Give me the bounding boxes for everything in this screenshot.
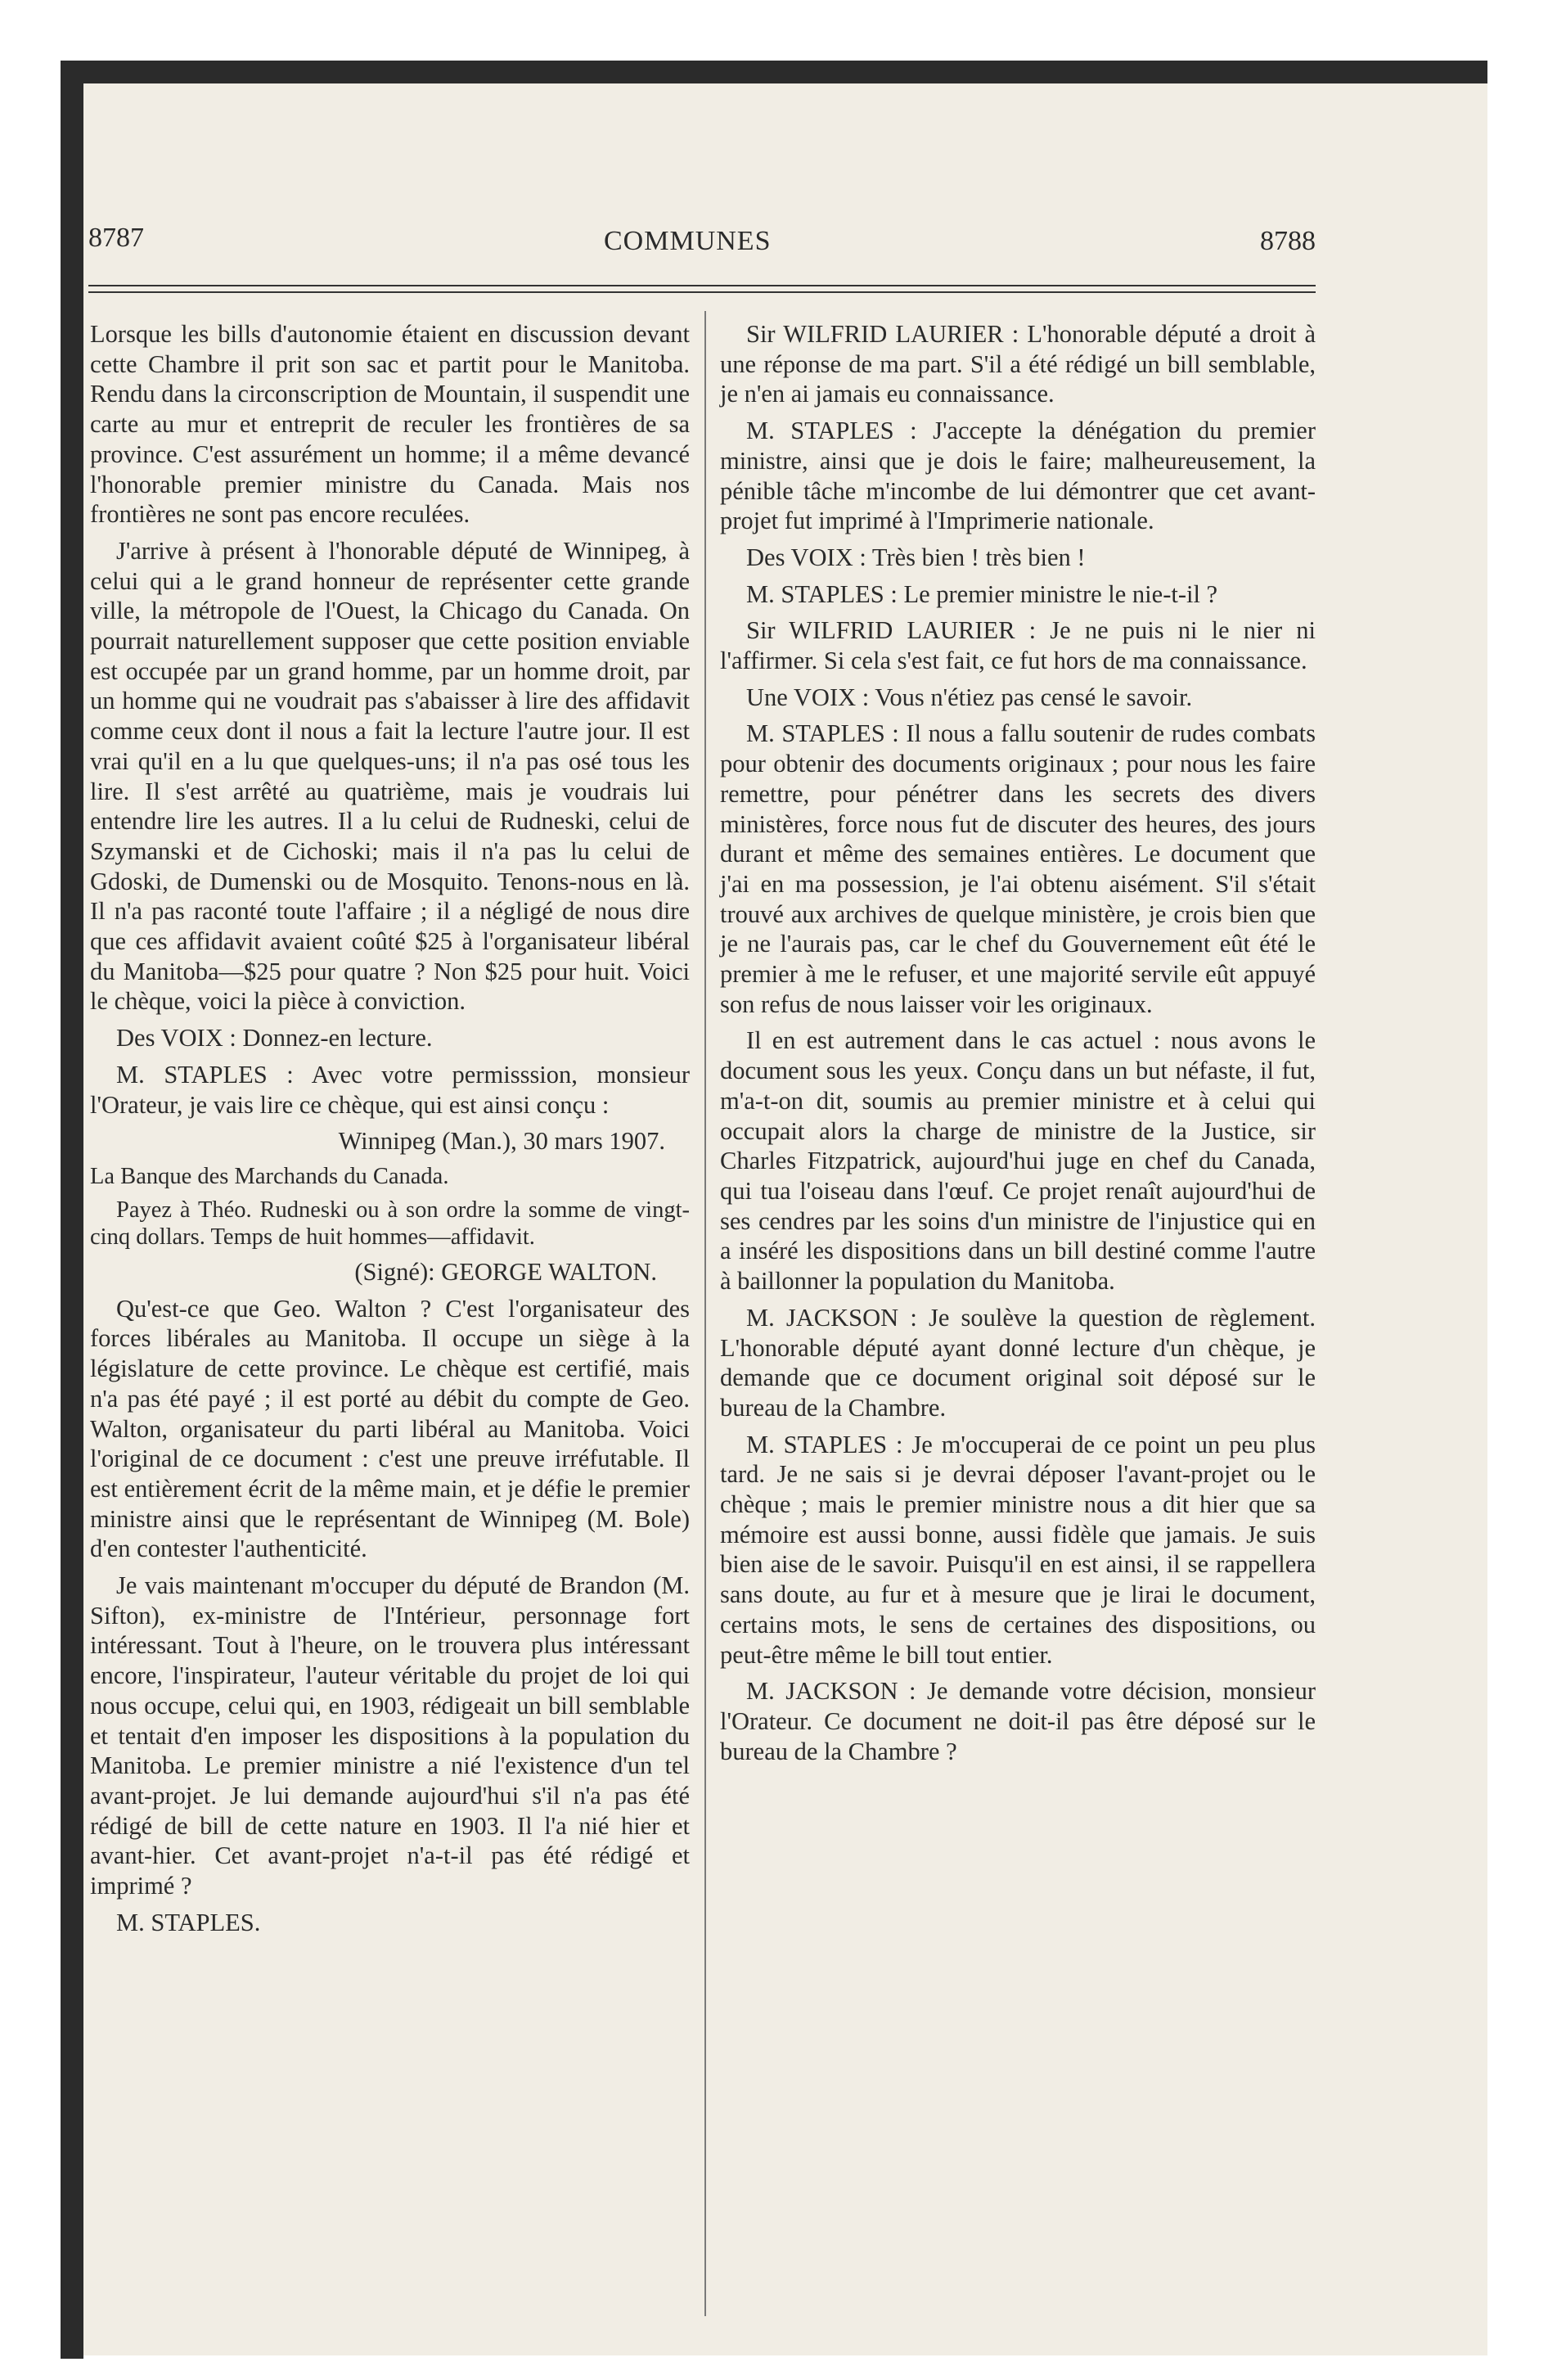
running-title: COMMUNES [604,226,772,256]
page-header [88,223,1316,280]
paragraph: M. STAPLES : J'accepte la dénégation du premier ministre, ainsi que je dois le faire; malheureusement, la pénible tâche m'incombe de lui démontrer que cet avant-projet fut imprimé à l'Imprimerie nationale. [720,417,1316,535]
header-rule [88,285,1316,293]
paragraph: Lorsque les bills d'autonomie étaient en discussion devant cette Chambre il prit son sac et partit pour le Manitoba. Rendu dans la circonscription de Mountain, il suspendit une carte au mur et entreprit de reculer les frontières de sa province. C'est assurément un homme; il a même devancé l'honorable premier ministre du Canada. Mais nos frontières ne sont pas encore reculées. [90,320,690,529]
right-column [720,319,1316,1773]
paragraph: Des VOIX : Donnez-en lecture. [116,1024,433,1053]
scan-border-top [61,61,1487,83]
cheque-signature: (Signé): GEORGE WALTON. [354,1257,657,1286]
left-column [90,319,690,1944]
paragraph: M. STAPLES : Avec votre permisssion, monsieur l'Orateur, je vais lire ce chèque, qui est ainsi conçu : [90,1060,690,1119]
paragraph: Une VOIX : Vous n'étiez pas censé le savoir. [746,683,1193,711]
paragraph: Qu'est-ce que Geo. Walton ? C'est l'organisateur des forces libérales au Manitoba. Il occupe un siège à la législature de cette province. Le chèque est certifié, mais n'a pas été payé ; il est porté au débit du compte de Geo. Walton, organisateur du parti libéral au Manitoba. Voici l'original de ce document : c'est une preuve irréfutable. Il est entièrement écrit de la même main, et je défie le premier ministre ainsi que le représentant de Winnipeg (M. Bole) d'en contester l'authenticité. [90,1294,690,1563]
paragraph: Sir WILFRID LAURIER : Je ne puis ni le nier ni l'affirmer. Si cela s'est fait, ce fut hors de ma connaissance. [720,616,1316,675]
cheque-date: Winnipeg (Man.), 30 mars 1907. [338,1127,665,1156]
paragraph: Je vais maintenant m'occuper du député de Brandon (M. Sifton), ex-ministre de l'Intérieur, personnage fort intéressant. Tout à l'heure, on le trouvera plus intéressant encore, l'inspirateur, l'auteur véritable du projet de loi qui nous occupe, celui qui, en 1903, rédigeait un bill semblable et tentait d'en imposer les dispositions à la population du Manitoba. Le premier ministre a nié l'existence d'un tel avant-projet. Je lui demande aujourd'hui s'il n'a pas été rédigé de bill de cette nature en 1903. Il l'a nié hier et avant-hier. Cet avant-projet n'a-t-il pas été rédigé et imprimé ? [90,1571,690,1900]
paragraph: M. JACKSON : Je demande votre décision, monsieur l'Orateur. Ce document ne doit-il pas être déposé sur le bureau de la Chambre ? [720,1677,1316,1765]
paragraph: M. STAPLES : Le premier ministre le nie-t-il ? [746,579,1218,608]
paragraph: Il en est autrement dans le cas actuel : nous avons le document sous les yeux. Conçu dans un but néfaste, il fut, m'a-t-on dit, soumis au premier ministre et à celui qui occupait alors la charge de ministre de la Justice, sir Charles Fitzpatrick, aujourd'hui juge en chef du Canada, qui tua l'oiseau dans l'œuf. Ce projet renaît aujourd'hui de ses cendres par les soins d'un ministre de l'injustice qui en a inséré les dispositions dans un bill destiné comme l'autre à baillonner la population du Manitoba. [720,1026,1316,1296]
paragraph: J'arrive à présent à l'honorable député de Winnipeg, à celui qui a le grand honneur de représenter cette grande ville, la métropole de l'Ouest, la Chicago du Canada. On pourrait naturellement supposer que cette position enviable est occupée par un grand homme, par un homme droit, par un homme qui ne voudrait pas s'abaisser à lire des affidavit comme ceux dont il nous a fait la lecture l'autre jour. Il est vrai qu'il en a lu que quelques-uns; il n'a pas osé tous les lire. Il s'est arrêté au quatrième, mais je voudrais lui entendre lire les autres. Il a lu celui de Rudneski, celui de Szymanski et de Cichoski; mais il n'a pas lu celui de Gdoski, de Dumenski ou de Mosquito. Tenons-nous en là. Il n'a pas raconté toute l'affaire ; il a négligé de nous dire que ces affidavit avaient coûté $25 à l'organisateur libéral du Manitoba—$25 pour quatre ? Non $25 pour huit. Voici le chèque, voici la pièce à conviction. [90,536,690,1016]
cheque-bank: La Banque des Marchands du Canada. [90,1163,449,1189]
page-number-right: 8788 [1260,226,1316,256]
paragraph: M. STAPLES : Il nous a fallu soutenir de rudes combats pour obtenir des documents originaux ; pour nous les faire remettre, pour pénétrer dans les secrets des divers ministères, force nous fut de discuter des heures, des jours durant et même des semaines entières. Le document que j'ai en ma possession, je l'ai obtenu aisément. S'il s'était trouvé aux archives de quelque ministère, je crois bien que je ne l'aurais pas, car le chef du Gouvernement eût été le premier à me le refuser, et une majorité servile eût appuyé son refus de nous laisser voir les originaux. [720,719,1316,1018]
paragraph: M. STAPLES : Je m'occuperai de ce point un peu plus tard. Je ne sais si je devrai déposer l'avant-projet ou le chèque ; mais le premier ministre nous a dit hier que sa mémoire est aussi bonne, aussi fidèle que jamais. Je suis bien aise de le savoir. Puisqu'il en est ainsi, il se rappellera sans doute, au fur et à mesure que je lirai le document, certains mots, le sens de certaines des dispositions, ou peut-être même le bill tout entier. [720,1430,1316,1669]
paragraph: Des VOIX : Très bien ! très bien ! [746,543,1086,571]
scan-border-left [61,61,83,2359]
cheque-body: Payez à Théo. Rudneski ou à son ordre la somme de vingt-cinq dollars. Temps de huit hommes—affidavit. [90,1197,690,1250]
paragraph: M. STAPLES. [116,1908,261,1936]
paragraph: M. JACKSON : Je soulève la question de règlement. L'honorable député ayant donné lecture d'un chèque, je demande que ce document original soit déposé sur le bureau de la Chambre. [720,1303,1316,1422]
column-divider [704,311,706,2316]
paragraph: Sir WILFRID LAURIER : L'honorable député a droit à une réponse de ma part. S'il a été rédigé un bill semblable, je n'en ai jamais eu connaissance. [720,320,1316,408]
page-number-left: 8787 [88,223,144,253]
